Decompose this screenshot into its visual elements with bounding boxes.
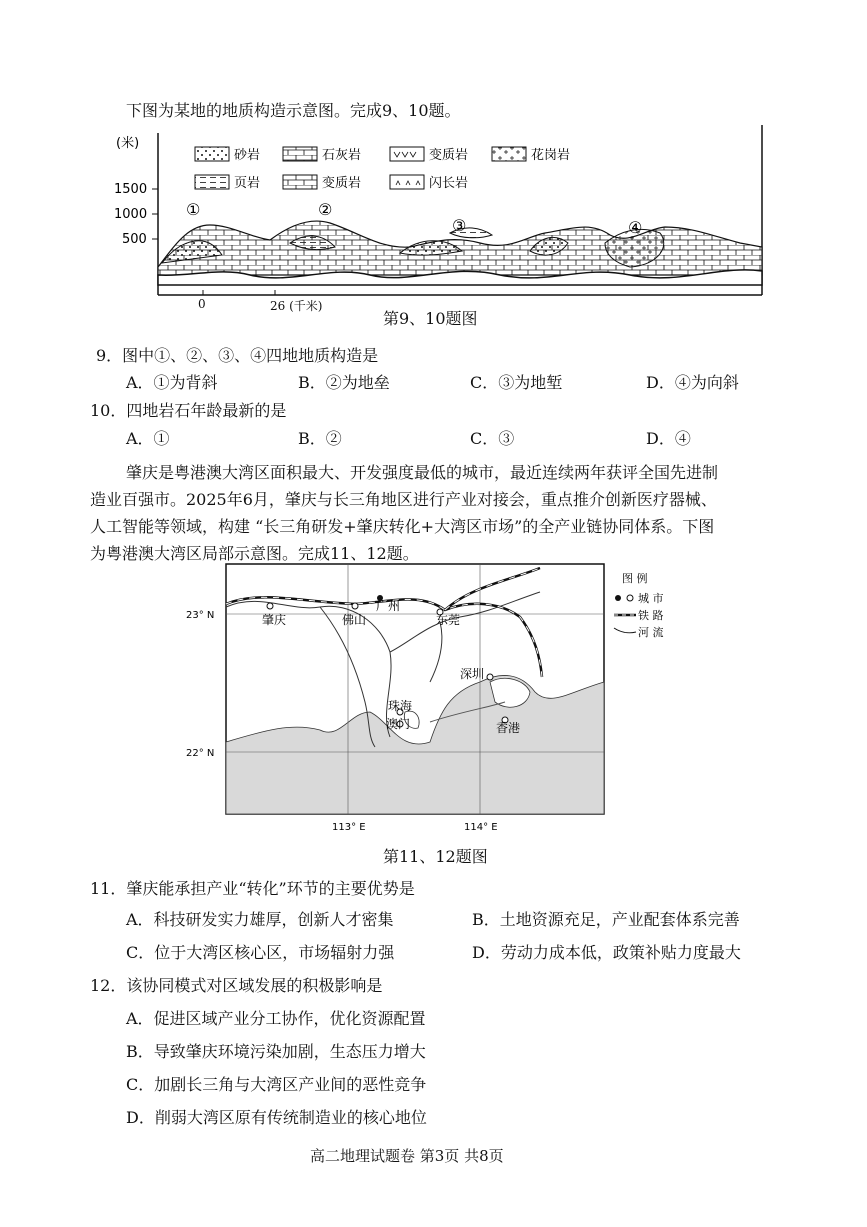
city-dot-foshan	[352, 603, 358, 609]
q10-option-b[interactable]: B．②	[298, 429, 342, 448]
q12-stem: 12．该协同模式对区域发展的积极影响是	[90, 976, 383, 995]
q9-option-c[interactable]: C．③为地堑	[470, 373, 563, 392]
q10-option-a[interactable]: A．①	[126, 429, 170, 448]
map-legend-city: 城 市	[638, 592, 664, 605]
q9-option-a[interactable]: A．①为背斜	[126, 373, 218, 392]
q11-option-c[interactable]: C．位于大湾区核心区，市场辐射力强	[126, 943, 395, 962]
q10-stem: 10．四地岩石年龄最新的是	[90, 401, 287, 420]
q12-option-c[interactable]: C．加剧长三角与大湾区产业间的恶性竞争	[126, 1075, 427, 1094]
x-tick-26: 26 (千米)	[270, 299, 323, 313]
legend-diorite: 闪长岩	[429, 176, 469, 191]
map-legend-railway: 铁 路	[638, 609, 664, 622]
city-dot-shenzhen	[487, 674, 493, 680]
bay-area-map-figure	[186, 562, 690, 837]
y-tick-1500: 1500	[114, 182, 148, 197]
legend-shale: 页岩	[234, 176, 261, 191]
city-dongguan: 东莞	[436, 613, 461, 627]
legend-swatch-limestone	[283, 147, 317, 161]
passage-line-4: 为粤港澳大湾区局部示意图。完成11、12题。	[90, 544, 419, 563]
legend-river-icon	[614, 628, 636, 633]
lat-23n: 23° N	[186, 610, 215, 621]
q11-option-b[interactable]: B．土地资源充足，产业配套体系完善	[472, 910, 740, 929]
city-dot-zhaoqing	[267, 603, 273, 609]
lat-22n: 22° N	[186, 748, 215, 759]
marker-3: ③	[452, 216, 467, 235]
q10-option-d[interactable]: D．④	[646, 429, 691, 448]
q9-option-d[interactable]: D．④为向斜	[646, 373, 739, 392]
figure-caption-11-12: 第11、12题图	[383, 847, 488, 866]
legend-sandstone: 砂岩	[234, 148, 261, 163]
q11-stem: 11．肇庆能承担产业“转化”环节的主要优势是	[90, 879, 415, 898]
marker-1: ①	[186, 200, 201, 219]
y-unit-label: (米)	[116, 136, 140, 151]
geologic-section-figure	[100, 125, 780, 313]
passage-line-2: 造业百强市。2025年6月，肇庆与长三角地区进行产业对接会，重点推介创新医疗器械、	[90, 490, 717, 509]
legend-granite: 花岗岩	[531, 148, 571, 163]
q9-10-intro: 下图为某地的地质构造示意图。完成9、10题。	[126, 101, 461, 120]
legend-swatch-sandstone	[195, 147, 229, 161]
lon-113e: 113° E	[332, 822, 366, 833]
page-footer: 高二地理试题卷 第3页 共8页	[310, 1147, 504, 1165]
q12-option-d[interactable]: D．削弱大湾区原有传统制造业的核心地位	[126, 1108, 427, 1127]
y-tick-1000: 1000	[114, 207, 148, 222]
city-zhuhai: 珠海	[388, 699, 413, 713]
city-foshan: 佛山	[342, 613, 367, 627]
q11-option-a[interactable]: A．科技研发实力雄厚，创新人才密集	[126, 910, 394, 929]
x-tick-0: 0	[198, 297, 206, 311]
legend-city-icon	[615, 595, 621, 601]
city-shenzhen: 深圳	[460, 667, 485, 681]
map-legend-river: 河 流	[638, 626, 664, 639]
legend-metamorphic-1: 变质岩	[429, 148, 469, 163]
q9-option-b[interactable]: B．②为地垒	[298, 373, 390, 392]
marker-4: ④	[628, 218, 643, 237]
lon-114e: 114° E	[464, 822, 498, 833]
y-tick-500: 500	[122, 232, 147, 247]
city-hongkong: 香港	[496, 721, 521, 735]
legend-swatch-granite	[492, 147, 526, 161]
city-macau: 澳门	[386, 717, 411, 731]
marker-2: ②	[318, 200, 333, 219]
q10-option-c[interactable]: C．③	[470, 429, 515, 448]
q11-option-d[interactable]: D．劳动力成本低，政策补贴力度最大	[472, 943, 741, 962]
legend-swatch-metamorphic-block	[283, 175, 317, 189]
city-zhaoqing: 肇庆	[262, 613, 287, 627]
map-legend-title: 图 例	[622, 572, 648, 585]
city-guangzhou: 广州	[376, 599, 401, 613]
passage-line-1: 肇庆是粤港澳大湾区面积最大、开发强度最低的城市，最近连续两年获评全国先进制	[126, 463, 719, 482]
q9-stem: 9．图中①、②、③、④四地地质构造是	[96, 346, 379, 365]
legend-metamorphic-2: 变质岩	[322, 176, 362, 191]
q12-option-a[interactable]: A．促进区域产业分工协作，优化资源配置	[126, 1009, 426, 1028]
figure-caption-9-10: 第9、10题图	[383, 309, 478, 328]
passage-line-3: 人工智能等领域，构建 “长三角研发+肇庆转化+大湾区市场”的全产业链协同体系。下图	[90, 517, 715, 536]
legend-limestone: 石灰岩	[322, 148, 362, 163]
legend-swatch-shale	[195, 175, 229, 189]
q12-option-b[interactable]: B．导致肇庆环境污染加剧，生态压力增大	[126, 1042, 426, 1061]
